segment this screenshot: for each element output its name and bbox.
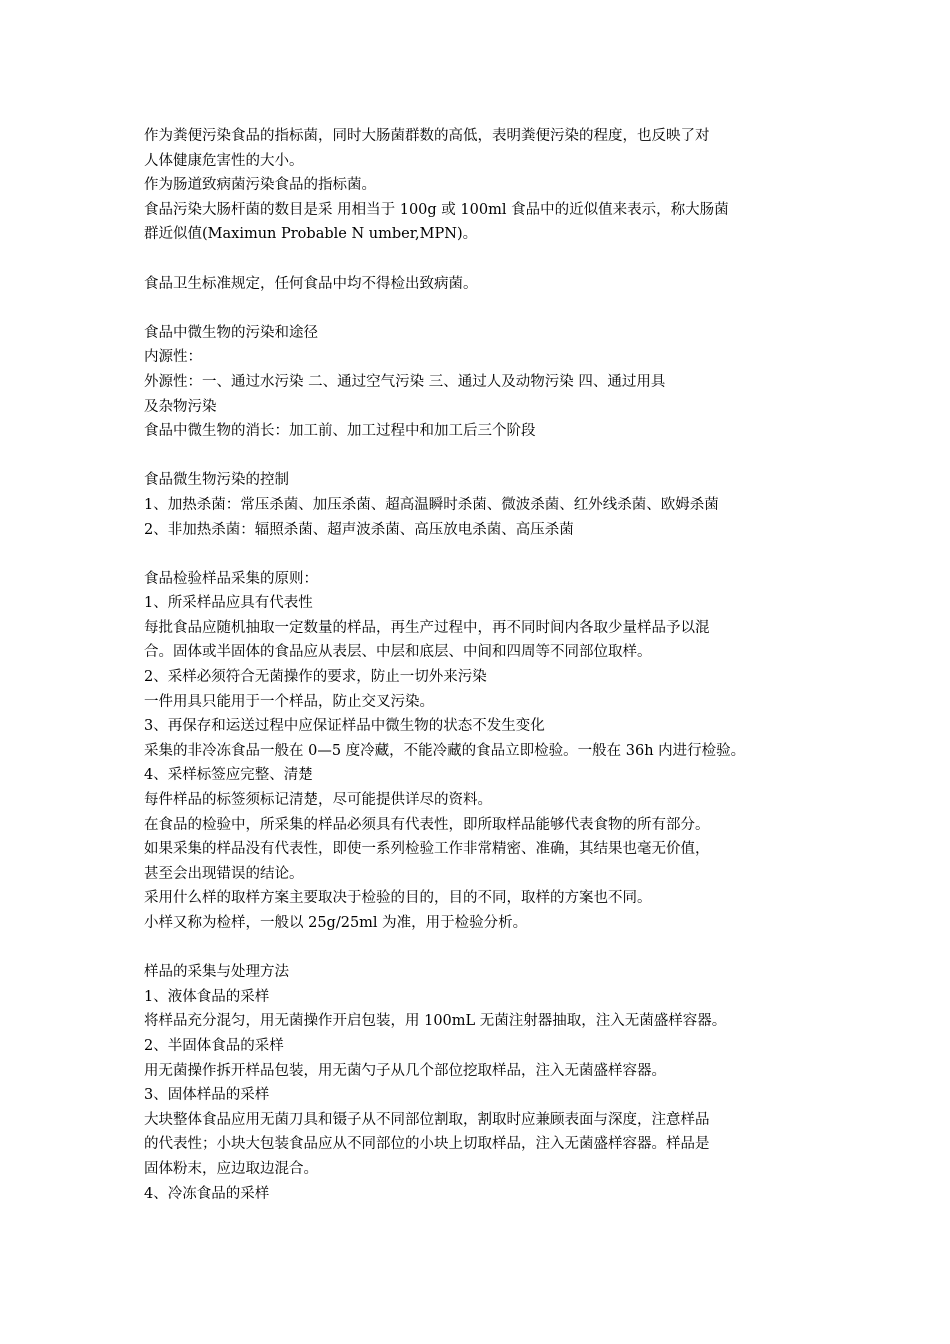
text-line: 用无菌操作拆开样品包装，用无菌勺子从几个部位挖取样品，注入无菌盛样容器。 (144, 1062, 666, 1079)
text-line: 3、固体样品的采样 (144, 1087, 270, 1104)
blank-line (144, 542, 812, 567)
text-line: 内源性： (144, 349, 202, 366)
text-line: 大块整体食品应用无菌刀具和镊子从不同部位割取，割取时应兼顾表面与深度，注意样品 (144, 1111, 710, 1128)
text-line: 食品检验样品采集的原则： (144, 570, 318, 587)
text-line: 3、再保存和运送过程中应保证样品中微生物的状态不发生变化 (144, 718, 545, 735)
text-line: 甚至会出现错误的结论。 (144, 865, 304, 882)
text-line: 采用什么样的取样方案主要取决于检验的目的，目的不同，取样的方案也不同。 (144, 890, 652, 907)
text-line: 食品中微生物的消长：加工前、加工过程中和加工后三个阶段 (144, 423, 536, 440)
blank-line (144, 936, 812, 961)
text-line: 将样品充分混匀，用无菌操作开启包装，用 100mL 无菌注射器抽取，注入无菌盛样容器。 (144, 1013, 727, 1030)
text-line: 作为肠道致病菌污染食品的指标菌。 (144, 177, 376, 194)
text-line: 2、半固体食品的采样 (144, 1037, 284, 1054)
text-line: 样品的采集与处理方法 (144, 964, 289, 981)
text-line: 人体健康危害性的大小。 (144, 152, 304, 169)
text-line: 食品污染大肠杆菌的数目是采 用相当于 100g 或 100ml 食品中的近似值来表示，称大肠菌 (144, 201, 729, 218)
document-body (144, 124, 812, 1206)
text-line: 如果采集的样品没有代表性，即使一系列检验工作非常精密、准确，其结果也毫无价值， (144, 841, 710, 858)
text-line: 每批食品应随机抽取一定数量的样品，再生产过程中，再不同时间内各取少量样品予以混 (144, 619, 710, 636)
text-line: 在食品的检验中，所采集的样品必须具有代表性，即所取样品能够代表食物的所有部分。 (144, 816, 710, 833)
text-line: 合。固体或半固体的食品应从表层、中层和底层、中间和四周等不同部位取样。 (144, 644, 652, 661)
text-line: 及杂物污染 (144, 398, 217, 415)
text-line: 1、加热杀菌：常压杀菌、加压杀菌、超高温瞬时杀菌、微波杀菌、红外线杀菌、欧姆杀菌 (144, 496, 719, 513)
blank-line (144, 444, 812, 469)
blank-line (144, 247, 812, 272)
text-line: 食品微生物污染的控制 (144, 472, 289, 489)
text-line: 2、非加热杀菌：辐照杀菌、超声波杀菌、高压放电杀菌、高压杀菌 (144, 521, 574, 538)
text-line: 小样又称为检样，一般以 25g/25ml 为准，用于检验分析。 (144, 915, 528, 931)
text-line: 食品中微生物的污染和途径 (144, 324, 318, 341)
text-line: 的代表性；小块大包装食品应从不同部位的小块上切取样品，注入无菌盛样容器。样品是 (144, 1136, 710, 1153)
text-line: 外源性：一、通过水污染 二、通过空气污染 三、通过人及动物污染 四、通过用具 (144, 373, 666, 390)
text-line: 4、冷冻食品的采样 (144, 1185, 270, 1202)
text-line: 2、采样必须符合无菌操作的要求，防止一切外来污染 (144, 669, 487, 686)
text-line: 固体粉末，应边取边混合。 (144, 1160, 318, 1177)
text-line: 4、采样标签应完整、清楚 (144, 767, 313, 784)
text-line: 一件用具只能用于一个样品，防止交叉污染。 (144, 693, 434, 710)
text-line: 群近似值(Maximun Probable N umber,MPN)。 (144, 226, 478, 243)
blank-line (144, 296, 812, 321)
text-line: 采集的非冷冻食品一般在 0—5 度冷藏，不能冷藏的食品立即检验。一般在 36h 内进行检验。 (144, 742, 746, 759)
text-line: 1、所采样品应具有代表性 (144, 595, 313, 612)
text-line: 食品卫生标准规定，任何食品中均不得检出致病菌。 (144, 275, 478, 292)
text-line: 作为粪便污染食品的指标菌，同时大肠菌群数的高低，表明粪便污染的程度，也反映了对 (144, 128, 710, 144)
text-line: 每件样品的标签须标记清楚，尽可能提供详尽的资料。 (144, 792, 492, 809)
text-line: 1、液体食品的采样 (144, 988, 270, 1005)
